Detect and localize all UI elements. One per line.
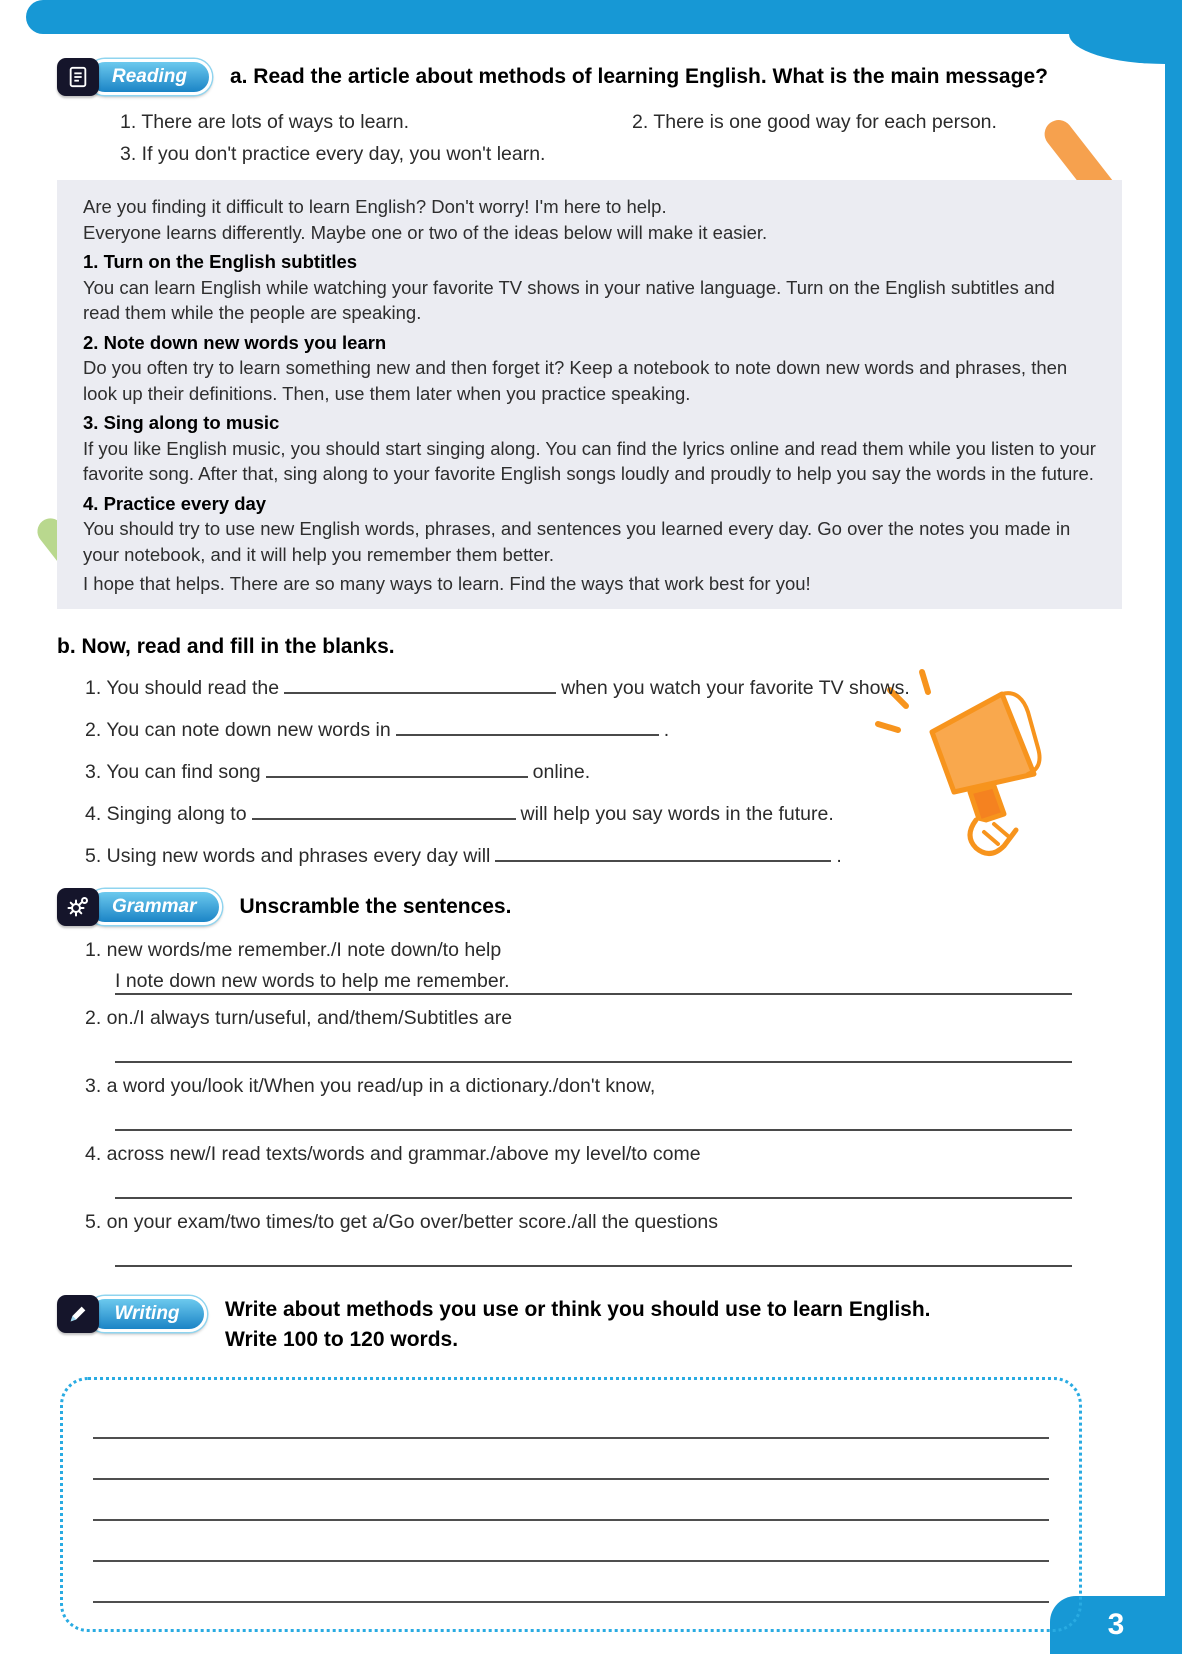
- article-section-title: 4. Practice every day: [83, 492, 267, 514]
- grammar-task-title: Unscramble the sentences.: [239, 894, 512, 918]
- grammar-answer-line: [115, 1171, 1072, 1199]
- blank-line: [396, 720, 659, 736]
- article-section-body: You should try to use new English words, phrases, and sentences you learned every day. Go over the notes you made in your notebook, and it will help you remember them better.: [83, 518, 1071, 565]
- reading-section-header: [57, 58, 1122, 96]
- fill-blank-post: .: [836, 844, 842, 867]
- reading-option-1: 1. There are lots of ways to learn.: [120, 111, 410, 133]
- fill-blank-pre: 5. Using new words and phrases every day will: [85, 844, 491, 867]
- writing-line: [93, 1439, 1049, 1480]
- grammar-icon: [57, 888, 99, 926]
- fill-blank-item: [85, 719, 1122, 742]
- article-section-title: 1. Turn on the English subtitles: [83, 251, 358, 272]
- fill-blank-item: [85, 761, 1122, 784]
- fill-blank-item: [85, 803, 1122, 826]
- task-b-title: b. Now, read and fill in the blanks.: [57, 634, 395, 658]
- fill-blank-item: [85, 845, 1122, 868]
- fill-blank-pre: 1. You should read the: [85, 676, 280, 699]
- article-intro-line-1: Are you finding it difficult to learn English? Don't worry! I'm here to help.: [83, 196, 667, 217]
- blank-line: [252, 804, 516, 820]
- reading-option-2: 2. There is one good way for each person.: [632, 111, 997, 133]
- grammar-prompt: 3. a word you/look it/When you read/up in a dictionary./don't know,: [85, 1074, 656, 1097]
- writing-section-header: [57, 1295, 1122, 1355]
- writing-line: [93, 1521, 1049, 1562]
- article-section-title: 3. Sing along to music: [83, 412, 280, 433]
- writing-answer-box: [60, 1377, 1082, 1632]
- writing-task-line-2: Write 100 to 120 words.: [225, 1327, 459, 1351]
- grammar-item: [85, 936, 1122, 995]
- fill-blank-post: .: [663, 718, 670, 741]
- article-section-title: 2. Note down new words you learn: [83, 331, 387, 353]
- grammar-prompt: 1. new words/me remember./I note down/to help: [85, 938, 502, 961]
- reading-icon: [57, 58, 99, 96]
- reading-badge: Reading: [87, 59, 212, 95]
- fill-blank-pre: 3. You can find song: [85, 760, 261, 783]
- writing-line: [93, 1562, 1049, 1603]
- writing-line: [93, 1398, 1049, 1439]
- grammar-item: [85, 1072, 1122, 1131]
- article-section: [83, 249, 1096, 326]
- fill-blank-post: online.: [532, 760, 591, 783]
- fill-blank-pre: 2. You can note down new words in: [85, 718, 391, 741]
- grammar-answer-line: I note down new words to help me remember.: [115, 967, 1072, 995]
- grammar-prompt: 2. on./I always turn/useful, and/them/Subtitles are: [85, 1006, 513, 1029]
- article-section-body: You can learn English while watching your favorite TV shows in your native language. Turn on the English subtitles and read them while the people are speaking.: [83, 276, 1055, 323]
- writing-task-line-1: Write about methods you use or think you should use to learn English.: [225, 1297, 931, 1321]
- blank-line: [495, 846, 831, 862]
- article-section-body: Do you often try to learn something new and then forget it? Keep a notebook to note down new words and phrases, then look up their definitions. Then, use them later when you practice speaking.: [83, 357, 1068, 404]
- reading-article: [57, 180, 1122, 609]
- grammar-item: [85, 1208, 1122, 1267]
- grammar-answer-line: [115, 1239, 1072, 1267]
- reading-task-title: a. Read the article about methods of learning English. What is the main message?: [229, 65, 1048, 88]
- fill-blank-item: [85, 677, 1122, 700]
- article-section: [83, 330, 1096, 407]
- fill-blank-pre: 4. Singing along to: [85, 802, 247, 825]
- reading-options: [120, 106, 1122, 170]
- grammar-answer-line: [115, 1103, 1072, 1131]
- reading-option-3: 3. If you don't practice every day, you won't learn.: [120, 143, 546, 165]
- blank-line: [284, 678, 556, 694]
- grammar-section-header: [57, 888, 1122, 926]
- article-section: [83, 491, 1096, 568]
- grammar-items: [57, 936, 1122, 1267]
- article-intro-line-2: Everyone learns differently. Maybe one or two of the ideas below will make it easier.: [83, 221, 768, 243]
- grammar-prompt: 5. on your exam/two times/to get a/Go over/better score./all the questions: [85, 1210, 718, 1233]
- fill-blank-post: when you watch your favorite TV shows.: [561, 676, 910, 699]
- grammar-prompt: 4. across new/I read texts/words and grammar./above my level/to come: [85, 1142, 701, 1165]
- grammar-item: [85, 1004, 1122, 1063]
- writing-icon: [57, 1295, 99, 1333]
- blank-line: [266, 762, 528, 778]
- writing-line: [93, 1480, 1049, 1521]
- writing-task-title: [225, 1295, 931, 1355]
- article-outro: I hope that helps. There are so many ways to learn. Find the ways that work best for you!: [83, 573, 811, 594]
- grammar-badge: Grammar: [87, 889, 222, 925]
- grammar-answer-line: [115, 1035, 1072, 1063]
- writing-badge: Writing: [87, 1296, 207, 1332]
- page-number: 3: [1107, 1608, 1125, 1641]
- fill-blank-post: will help you say words in the future.: [520, 802, 834, 825]
- fill-blanks-list: [57, 677, 1122, 868]
- grammar-item: [85, 1140, 1122, 1199]
- article-section: [83, 410, 1096, 487]
- article-section-body: If you like English music, you should start singing along. You can find the lyrics online and read them while you listen to your favorite song. After that, sing along to your favorite English songs loudly and proudly to help you say the words in the future.: [83, 437, 1096, 484]
